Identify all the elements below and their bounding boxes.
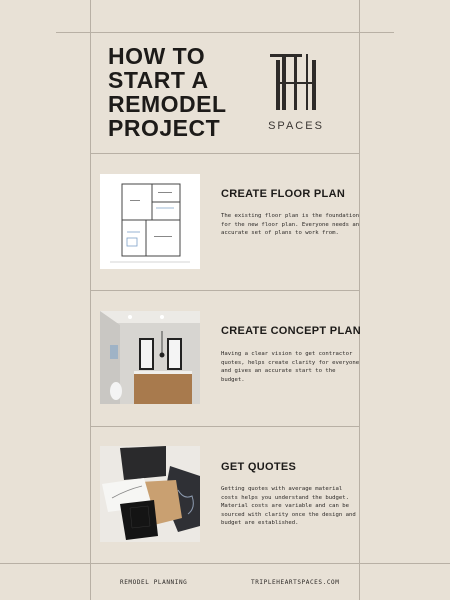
divider-3 (90, 426, 360, 427)
title-line-3: REMODEL (108, 91, 227, 117)
material-samples-image (100, 446, 200, 542)
section-title-concept-plan: CREATE CONCEPT PLAN (221, 325, 361, 337)
floor-plan-image (100, 174, 200, 269)
divider-2 (90, 290, 360, 291)
section-title-floor-plan: CREATE FLOOR PLAN (221, 188, 346, 200)
section-body-get-quotes: Getting quotes with average material costs helps you understand the budget. Material costs are variable and can be sourced with clarity once the design and budget are established. (221, 486, 356, 527)
footer-left-label: REMODEL PLANNING (120, 579, 188, 586)
grid-line-top (56, 32, 394, 33)
divider-footer (0, 563, 450, 564)
section-title-get-quotes: GET QUOTES (221, 461, 297, 473)
section-body-concept-plan: Having a clear vision to get contractor quotes, helps create clarity for everyone and gives an accurate start to the budget. (221, 351, 360, 383)
title-line-4: PROJECT (108, 115, 221, 141)
section-body-floor-plan: The existing floor plan is the foundation for the new floor plan. Everyone needs an accurate set of plans to work from. (221, 213, 360, 237)
title-line-1: HOW TO (108, 43, 206, 69)
title-line-2: START A (108, 67, 209, 93)
footer-website-link[interactable]: TRIPLEHEARTSPACES.COM (251, 579, 340, 586)
bathroom-concept-image (100, 311, 200, 404)
grid-line-left (90, 0, 91, 600)
divider-1 (90, 153, 360, 154)
brand-logo-text: SPACES (268, 120, 324, 132)
page-title (108, 44, 268, 140)
